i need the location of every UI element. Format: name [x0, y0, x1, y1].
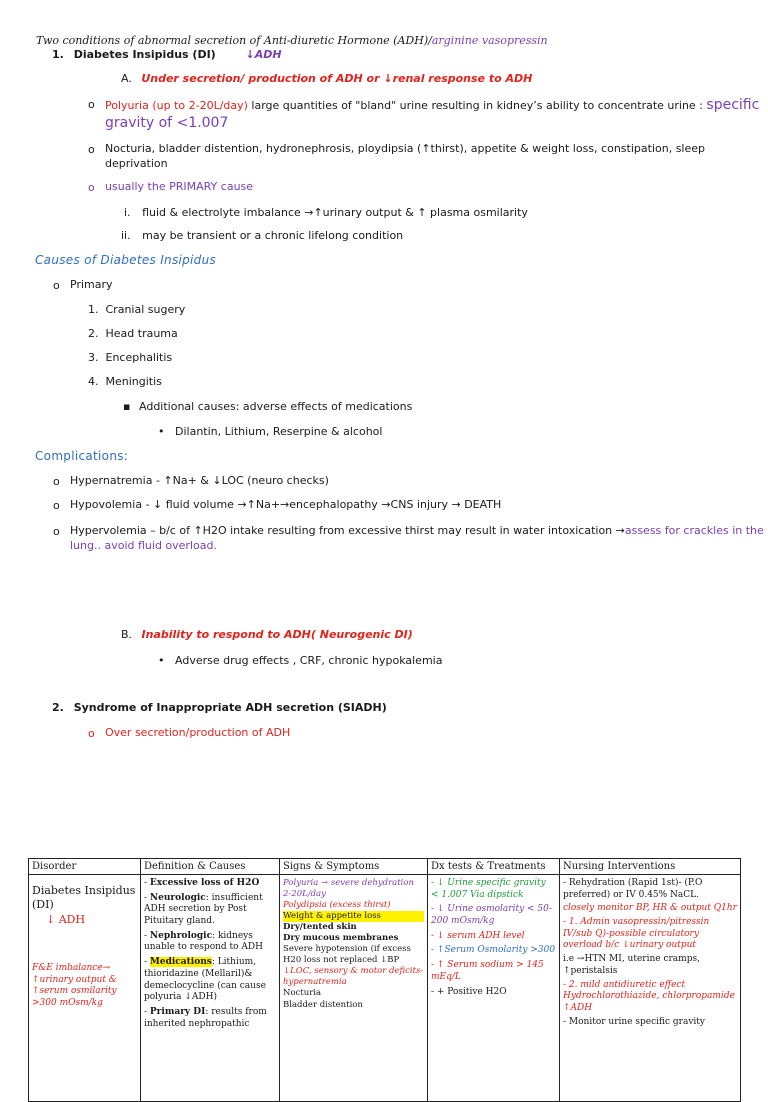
section-1b-heading	[121, 628, 413, 641]
specific-gravity-value: gravity of <1.007	[105, 115, 229, 131]
cause-item	[88, 327, 178, 340]
siadh-item: Over secretion/production of ADH	[105, 726, 291, 739]
dash: -	[144, 878, 150, 888]
roman-number: i.	[124, 206, 131, 219]
sign-item: Bladder distention	[283, 999, 363, 1010]
dot-bullet: •	[158, 654, 165, 667]
nursing-item	[563, 1017, 737, 1029]
nursing-item	[563, 980, 737, 1015]
disorder-table	[28, 858, 741, 1102]
additional-causes: Additional causes: adverse effects of medications	[139, 400, 413, 413]
dash: -	[563, 917, 569, 928]
dash: -	[431, 945, 437, 956]
disorder-name: Diabetes Insipidus (DI)	[32, 884, 136, 912]
definition-item	[144, 957, 276, 1004]
definition-detail: : kidneys unable to respond to ADH	[144, 930, 263, 953]
definition-item	[144, 878, 276, 890]
section-1-label: Diabetes Insipidus (DI)	[73, 48, 216, 61]
dx-item	[431, 931, 556, 943]
dash: -	[563, 878, 569, 888]
square-bullet: ▪	[123, 400, 131, 413]
definition-item	[144, 931, 276, 954]
disorder-note: F&E imbalance→ ↑urinary output & ↑serum osmilarity >300 mOsm/kg	[32, 962, 117, 1008]
dx-text: ↓ serum ADH level	[436, 930, 525, 941]
cell-signs	[280, 875, 428, 1102]
medication-list: Dilantin, Lithium, Reserpine & alcohol	[175, 425, 383, 438]
cell-disorder	[29, 875, 141, 1102]
nocturia-line-1: Nocturia, bladder distention, hydronephrosis, ploydipsia (↑thirst), appetite & weight loss, constipation, sleep	[105, 142, 705, 155]
bullet-circle: o	[53, 475, 60, 488]
nursing-item	[563, 954, 737, 977]
sign-item: Nocturia	[283, 988, 322, 999]
section-1a-letter: A.	[121, 72, 132, 85]
header-definition: Definition & Causes	[141, 859, 280, 875]
hypervolemia-text: Hypervolemia – b/c of ↑H2O intake resulting from excessive thirst may result in water intoxication →	[70, 524, 625, 537]
nursing-text: 2. mild antidiuretic effect Hydrochlorothiazide, chlorpropamide ↑ADH	[563, 979, 735, 1013]
bullet-circle: o	[88, 727, 95, 740]
cause-number: 3.	[88, 351, 99, 364]
primary-cause-text: usually the PRIMARY cause	[105, 180, 254, 193]
roman-item-1	[124, 206, 528, 219]
nocturia-line-2: deprivation	[105, 157, 168, 170]
dx-text: ↓ Urine osmolarity < 50-200 mOsm/kg	[431, 904, 552, 927]
section-1a-heading	[121, 72, 532, 85]
table-header-row	[29, 859, 741, 875]
sign-item: Weight & appetite loss	[283, 911, 424, 922]
primary-label: Primary	[70, 278, 113, 291]
roman-number: ii.	[121, 229, 131, 242]
definition-key: Medications	[149, 957, 212, 968]
cause-text: Head trauma	[105, 327, 178, 340]
disorder-adh: ↓ ADH	[46, 912, 86, 926]
definition-detail: : Lithium, thioridazine (Mellaril)& demeclocycline (can cause polyuria ↓ADH)	[144, 957, 266, 1003]
dx-item	[431, 987, 556, 999]
definition-key: Nephrologic	[149, 930, 213, 941]
header-disorder: Disorder	[29, 859, 141, 875]
sign-item: ↓LOC, sensory & motor deficits-hypernatremia	[283, 966, 424, 988]
cause-number: 1.	[88, 303, 99, 316]
section-2-heading	[52, 701, 387, 714]
cell-nursing	[560, 875, 741, 1102]
dash: -	[431, 878, 437, 888]
roman-text: may be transient or a chronic lifelong condition	[142, 229, 404, 242]
dash: -	[431, 904, 437, 915]
cause-number: 4.	[88, 375, 99, 388]
dash: -	[144, 892, 150, 903]
dx-text: ↑ Serum sodium > 145 mEq/L	[431, 960, 544, 982]
definition-item	[144, 893, 276, 928]
dash: -	[144, 1006, 150, 1017]
complication-hypovolemia: Hypovolemia - ↓ fluid volume →↑Na+→encephalopathy →CNS injury → DEATH	[70, 498, 502, 511]
roman-text: fluid & electrolyte imbalance →↑urinary output & ↑ plasma osmilarity	[142, 206, 528, 219]
sign-item: Polyuria → severe dehydration 2-20L/day	[283, 878, 414, 900]
cause-item	[88, 351, 172, 364]
header-nursing: Nursing Interventions	[560, 859, 741, 875]
dash: -	[431, 930, 437, 941]
section-1b-text: Inability to respond to ADH( Neurogenic DI)	[141, 628, 413, 641]
nursing-text: Monitor urine specific gravity	[568, 1016, 705, 1027]
dash: -	[563, 979, 569, 990]
dx-text: ↓ Urine specific gravity < 1.007 Via dipstick	[431, 878, 546, 900]
table-row	[29, 875, 741, 1102]
complications-heading: Complications:	[35, 449, 129, 463]
dash: -	[563, 1016, 569, 1027]
dx-item	[431, 904, 556, 927]
definition-key: Neurologic	[149, 892, 206, 903]
definition-detail: : insufficient ADH secretion by Post Pituitary gland.	[144, 892, 263, 927]
bullet-circle: o	[88, 143, 95, 156]
cause-text: Meningitis	[105, 375, 162, 388]
hypervolemia-assess: assess for crackles in the	[624, 524, 764, 537]
dash: -	[144, 957, 150, 968]
specific-gravity-word: specific	[706, 97, 760, 113]
section-1-adh: ↓ADH	[245, 48, 282, 61]
definition-detail: : results from inherited nephropathic	[144, 1006, 267, 1029]
nursing-text: 1. Admin vasopressin/pitressin IV/sub Q)-possible circulatory overload b/c ↓urinary output	[563, 917, 710, 951]
sign-item: Dry mucous membranes	[283, 933, 399, 944]
section-1-number: 1.	[52, 48, 64, 61]
polyuria-black: large quantities of "bland" urine resulting in kidney’s ability to concentrate urine :	[247, 99, 707, 112]
polyuria-line	[105, 97, 759, 113]
cause-text: Cranial sugery	[105, 303, 186, 316]
cause-number: 2.	[88, 327, 99, 340]
cause-item	[88, 375, 162, 388]
document-title	[36, 34, 548, 47]
dx-item	[431, 945, 556, 957]
neurogenic-di-causes: Adverse drug effects , CRF, chronic hypokalemia	[175, 654, 443, 667]
header-dx: Dx tests & Treatments	[428, 859, 560, 875]
dot-bullet: •	[158, 425, 165, 438]
sign-item: Dry/tented skin	[283, 922, 357, 933]
sign-item: Severe hypotension (if excess H20 loss not replaced ↓BP	[283, 944, 411, 966]
dx-text: ↑Serum Osmolarity >300	[436, 945, 556, 956]
section-1b-letter: B.	[121, 628, 133, 641]
complication-hypervolemia	[70, 524, 764, 537]
nursing-item	[563, 878, 737, 901]
dash: -	[144, 930, 150, 941]
nursing-item	[563, 917, 737, 952]
cause-text: Encephalitis	[105, 351, 173, 364]
bullet-circle: o	[53, 525, 60, 538]
dx-item	[431, 878, 556, 901]
definition-key: Primary DI	[149, 1006, 206, 1017]
cause-item	[88, 303, 185, 316]
polyuria-red: Polyuria (up to 2-20L/day)	[105, 99, 248, 112]
nursing-text: closely monitor BP, HR & output Q1hr	[563, 903, 737, 914]
dash: -	[431, 986, 437, 997]
section-2-label: Syndrome of Inappropriate ADH secretion (SIADH)	[73, 701, 387, 714]
section-2-number: 2.	[52, 701, 64, 714]
bullet-circle: o	[53, 279, 60, 292]
definition-item	[144, 1007, 276, 1030]
section-1a-text: Under secretion/ production of ADH or ↓renal response to ADH	[141, 72, 533, 85]
hypervolemia-assess-cont: lung.. avoid fluid overload.	[70, 539, 217, 552]
nursing-text: Rehydration (Rapid 1st)- (P.O preferred) or IV 0.45% NaCL.	[563, 878, 703, 900]
cell-dx	[428, 875, 560, 1102]
bullet-circle: o	[88, 98, 95, 111]
dx-text: + Positive H2O	[436, 986, 507, 997]
roman-item-2	[121, 229, 403, 242]
dx-item	[431, 960, 556, 983]
sign-item: Polydipsia (excess thirst)	[283, 900, 391, 911]
causes-heading: Causes of Diabetes Insipidus	[35, 253, 217, 267]
nursing-item	[563, 903, 737, 915]
bullet-circle: o	[88, 181, 95, 194]
section-1-heading	[52, 48, 282, 61]
nursing-text: i.e →HTN MI, uterine cramps, ↑peristalsis	[563, 954, 700, 976]
bullet-circle: o	[53, 499, 60, 512]
cell-definition	[141, 875, 280, 1102]
definition-key: Excessive loss of H2O	[149, 878, 260, 888]
title-main: Two conditions of abnormal secretion of Anti-diuretic Hormone (ADH)/	[36, 34, 432, 47]
dash: -	[431, 960, 437, 971]
header-signs: Signs & Symptoms	[280, 859, 428, 875]
complication-hypernatremia: Hypernatremia - ↑Na+ & ↓LOC (neuro checks)	[70, 474, 329, 487]
title-alt: arginine vasopressin	[431, 34, 548, 47]
